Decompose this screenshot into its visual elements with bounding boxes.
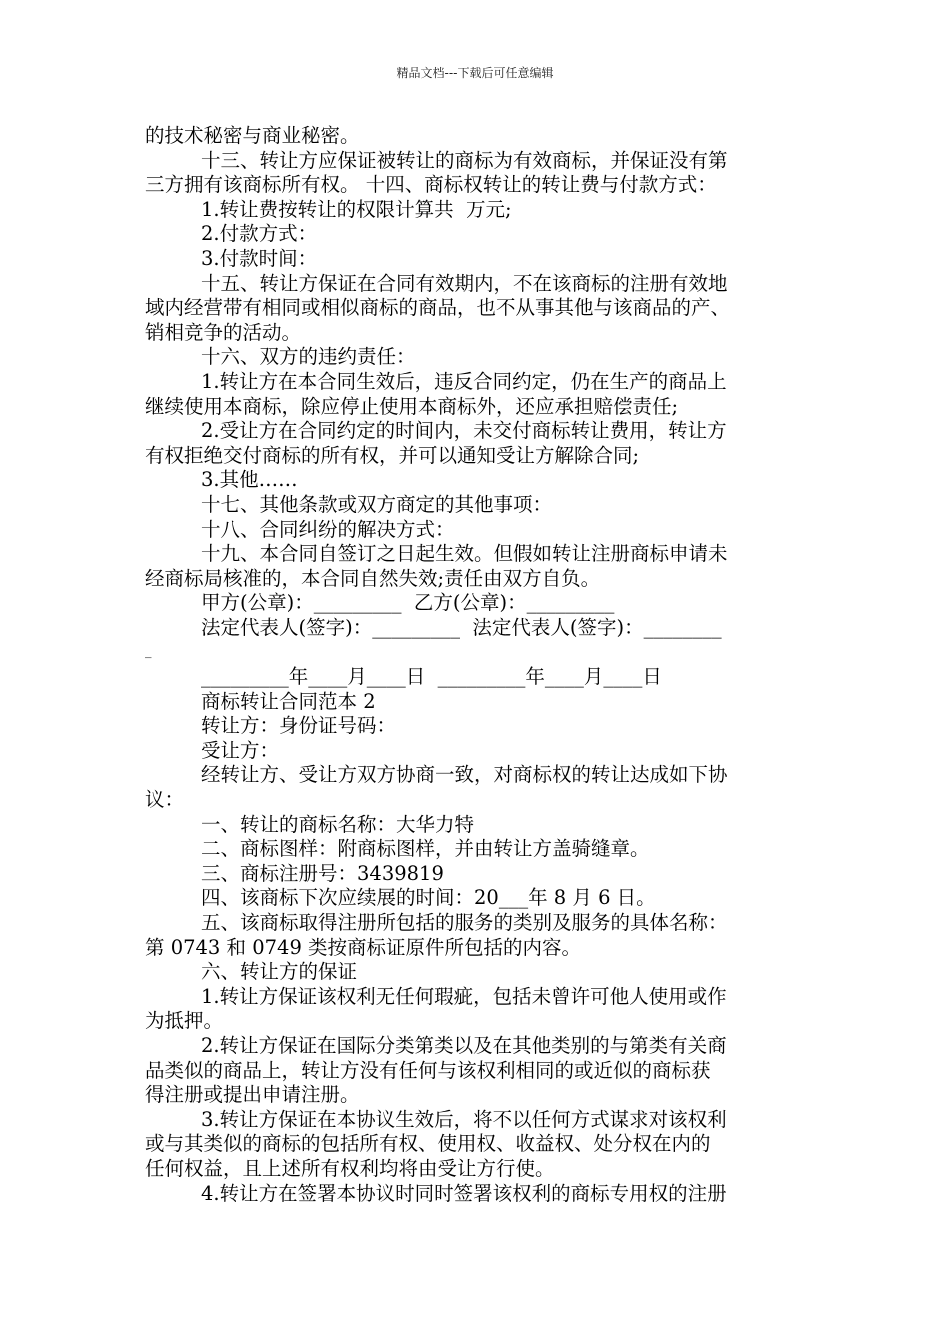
text-line: 品类似的商品上，转让方没有任何与该权利相同的或近似的商标获 [145, 1058, 711, 1082]
text-line: 3.付款时间： [201, 246, 318, 270]
text-line: 受让方： [201, 738, 280, 762]
document-body [145, 124, 815, 1206]
text-line: 三方拥有该商标所有权。 十四、商标权转让的转让费与付款方式： [145, 173, 717, 197]
text-line: 有权拒绝交付商标的所有权，并可以通知受让方解除合同; [145, 443, 640, 467]
text-line: 十六、双方的违约责任： [201, 345, 416, 369]
text-line: 十三、转让方应保证被转让的商标为有效商标，并保证没有第 [201, 148, 728, 172]
text-line: 议： [145, 788, 185, 812]
text-line: _ [145, 644, 152, 660]
text-line: 销相竞争的活动。 [145, 320, 302, 344]
text-line: 的技术秘密与商业秘密。 [145, 124, 360, 147]
text-line: 3.其他…… [201, 468, 298, 492]
text-line: 2.转让方保证在国际分类第类以及在其他类别的与第类有关商 [201, 1033, 727, 1057]
text-line: 或与其类似的商标的包括所有权、使用权、收益权、处分权在内的 [145, 1132, 711, 1156]
text-line: 得注册或提出申请注册。 [145, 1083, 360, 1107]
text-line: 十七、其他条款或双方商定的其他事项： [201, 492, 553, 516]
text-line: 转让方：身份证号码： [201, 714, 397, 738]
text-line: 任何权益，且上述所有权利均将由受让方行使。 [145, 1156, 555, 1180]
text-line: 2.付款方式： [201, 222, 318, 246]
text-line: 第 0743 和 0749 类按商标证原件所包括的内容。 [145, 935, 582, 959]
text-line: 4.转让方在签署本协议时同时签署该权利的商标专用权的注册 [201, 1181, 727, 1205]
text-line: 十九、本合同自签订之日起生效。但假如转让注册商标申请未 [201, 542, 728, 566]
text-line: 1.转让费按转让的权限计算共 万元; [201, 197, 512, 221]
text-line: 十五、转让方保证在合同有效期内，不在该商标的注册有效地 [201, 271, 728, 295]
text-line: 六、转让方的保证 [201, 960, 358, 984]
text-line: 三、商标注册号：3439819 [201, 861, 444, 885]
text-line: 甲方(公章)：_________ 乙方(公章)：_________ [201, 591, 615, 615]
text-line: 十八、合同纠纷的解决方式： [201, 517, 455, 541]
text-line: 2.受让方在合同约定的时间内，未交付商标转让费用，转让方 [201, 419, 727, 443]
text-line: 经商标局核准的，本合同自然失效;责任由双方自负。 [145, 566, 601, 590]
text-line: 3.转让方保证在本协议生效后，将不以任何方式谋求对该权利 [201, 1107, 727, 1131]
text-line: 经转让方、受让方双方协商一致，对商标权的转让达成如下协 [201, 763, 728, 787]
text-line: 四、该商标下次应续展的时间：20___年 8 月 6 日。 [201, 886, 656, 910]
text-line: 为抵押。 [145, 1009, 224, 1033]
text-line: 域内经营带有相同或相似商标的商品，也不从事其他与该商品的产、 [145, 296, 731, 320]
text-line: 五、该商标取得注册所包括的服务的类别及服务的具体名称： [201, 911, 728, 934]
text-line: _________年____月____日 _________年____月____日 [201, 665, 662, 689]
text-line: 一、转让的商标名称：大华力特 [201, 812, 475, 836]
page-header: 精品文档---下载后可任意编辑 [396, 66, 554, 80]
text-line: 1.转让方在本合同生效后，违反合同约定，仍在生产的商品上 [201, 369, 727, 393]
text-line: 二、商标图样：附商标图样，并由转让方盖骑缝章。 [201, 837, 650, 861]
text-line: 商标转让合同范本 2 [201, 689, 376, 713]
text-line: 继续使用本商标，除应停止使用本商标外，还应承担赔偿责任; [145, 394, 679, 418]
text-line: 法定代表人(签字)：_________ 法定代表人(签字)：________ [201, 615, 722, 639]
text-line: 1.转让方保证该权利无任何瑕疵，包括未曾许可他人使用或作 [201, 984, 727, 1008]
